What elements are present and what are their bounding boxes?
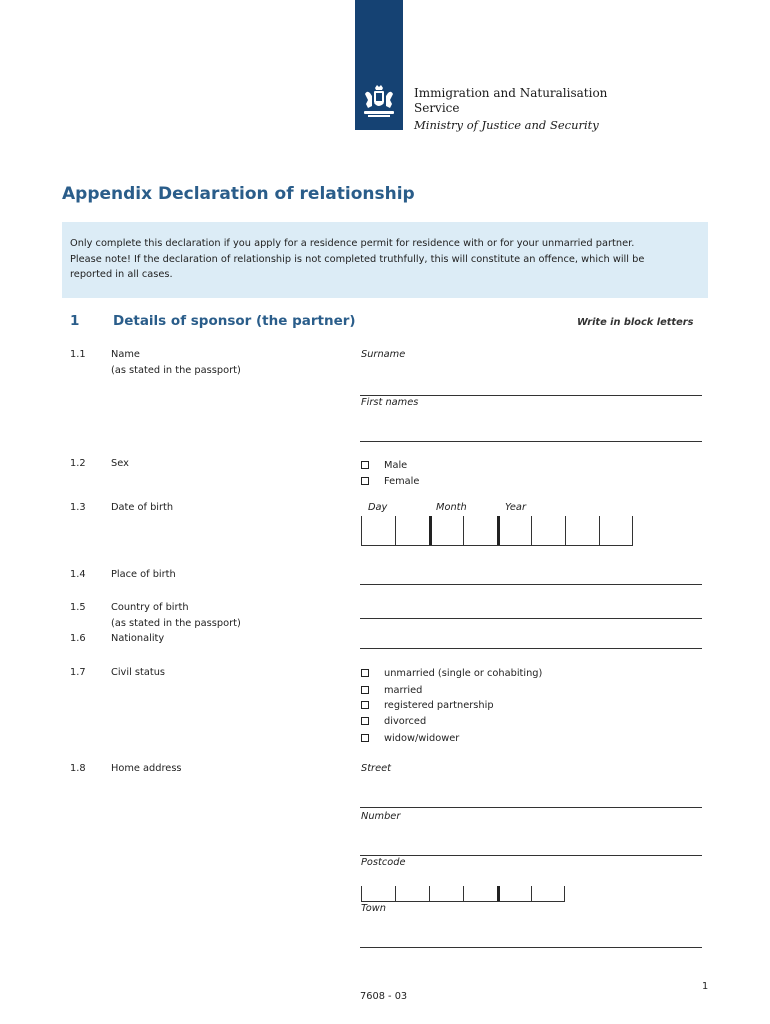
checkbox-icon[interactable]	[361, 477, 369, 485]
sex-option-female[interactable]	[361, 474, 419, 488]
question-number-1-8: 1.8	[70, 763, 86, 774]
checkbox-icon[interactable]	[361, 734, 369, 742]
postcode-char-cell[interactable]	[497, 886, 531, 901]
ministry-name: Ministry of Justice and Security	[414, 118, 599, 132]
question-number-1-4: 1.4	[70, 569, 86, 580]
notice-line-2: Please note! If the declaration of relationship is not completed truthfully, this will constitute an offence, which will be	[70, 253, 645, 265]
question-number-1-7: 1.7	[70, 667, 86, 678]
first-names-field[interactable]	[360, 441, 702, 442]
question-number-1-6: 1.6	[70, 633, 86, 644]
postcode-char-cell[interactable]	[361, 886, 395, 901]
date-of-birth-field[interactable]	[361, 516, 633, 546]
org-name-line-1: Immigration and Naturalisation	[414, 86, 608, 100]
date-digit-cell[interactable]	[463, 516, 497, 545]
civil-status-widow[interactable]	[361, 731, 459, 745]
town-field[interactable]	[360, 947, 702, 948]
postcode-label: Postcode	[361, 857, 406, 868]
sex-label: Sex	[111, 458, 129, 469]
postcode-field[interactable]	[361, 886, 565, 902]
year-label: Year	[505, 502, 526, 513]
postcode-char-cell[interactable]	[395, 886, 429, 901]
surname-label: Surname	[361, 349, 406, 360]
notice-box	[62, 222, 708, 298]
question-number-1-5: 1.5	[70, 602, 86, 613]
civil-status-registered-partnership[interactable]	[361, 698, 494, 712]
name-label: Name	[111, 349, 140, 360]
form-code: 7608 - 03	[360, 991, 408, 1002]
number-field[interactable]	[360, 855, 702, 856]
checkbox-icon[interactable]	[361, 686, 369, 694]
coat-of-arms-icon	[358, 84, 400, 120]
date-digit-cell[interactable]	[531, 516, 565, 545]
checkbox-icon[interactable]	[361, 461, 369, 469]
civil-status-divorced[interactable]	[361, 714, 426, 728]
page-number: 1	[702, 981, 709, 992]
option-label: married	[384, 684, 423, 696]
question-number-1-3: 1.3	[70, 502, 86, 513]
notice-line-1: Only complete this declaration if you apply for a residence permit for residence with or for your unmarried partner.	[70, 238, 635, 249]
org-name-line-2: Service	[414, 101, 460, 115]
option-label: divorced	[384, 715, 427, 727]
option-label: Male	[384, 459, 408, 471]
civil-status-label: Civil status	[111, 667, 166, 678]
date-digit-cell[interactable]	[599, 516, 633, 545]
date-digit-cell[interactable]	[361, 516, 395, 545]
question-number-1-2: 1.2	[70, 458, 86, 469]
place-of-birth-field[interactable]	[360, 584, 702, 585]
option-label: Female	[384, 475, 420, 487]
page-title: Appendix Declaration of relationship	[62, 184, 415, 204]
date-digit-cell[interactable]	[429, 516, 463, 545]
postcode-char-cell[interactable]	[463, 886, 497, 901]
section-number: 1	[70, 313, 80, 329]
checkbox-icon[interactable]	[361, 717, 369, 725]
option-label: unmarried (single or cohabiting)	[384, 667, 543, 679]
country-of-birth-field[interactable]	[360, 618, 702, 619]
month-label: Month	[436, 502, 467, 513]
street-field[interactable]	[360, 807, 702, 808]
home-address-label: Home address	[111, 763, 182, 774]
first-names-label: First names	[361, 397, 419, 408]
section-title: Details of sponsor (the partner)	[113, 313, 356, 329]
date-of-birth-label: Date of birth	[111, 502, 174, 513]
checkbox-icon[interactable]	[361, 701, 369, 709]
day-label: Day	[368, 502, 388, 513]
civil-status-married[interactable]	[361, 683, 422, 697]
date-digit-cell[interactable]	[565, 516, 599, 545]
option-label: registered partnership	[384, 699, 494, 711]
nationality-field[interactable]	[360, 648, 702, 649]
date-digit-cell[interactable]	[395, 516, 429, 545]
block-letters-note: Write in block letters	[577, 317, 694, 328]
number-label: Number	[361, 811, 401, 822]
country-of-birth-label: Country of birth	[111, 602, 189, 613]
street-label: Street	[361, 763, 391, 774]
nationality-label: Nationality	[111, 633, 165, 644]
checkbox-icon[interactable]	[361, 669, 369, 677]
country-of-birth-sublabel: (as stated in the passport)	[111, 618, 241, 629]
surname-field[interactable]	[360, 395, 702, 396]
postcode-char-cell[interactable]	[429, 886, 463, 901]
civil-status-unmarried[interactable]	[361, 666, 542, 680]
question-number-1-1: 1.1	[70, 349, 86, 360]
notice-line-3: reported in all cases.	[70, 269, 173, 280]
postcode-char-cell[interactable]	[531, 886, 565, 901]
name-sublabel: (as stated in the passport)	[111, 365, 241, 376]
sex-option-male[interactable]	[361, 458, 407, 472]
date-digit-cell[interactable]	[497, 516, 531, 545]
place-of-birth-label: Place of birth	[111, 569, 176, 580]
town-label: Town	[361, 903, 386, 914]
option-label: widow/widower	[384, 732, 460, 744]
